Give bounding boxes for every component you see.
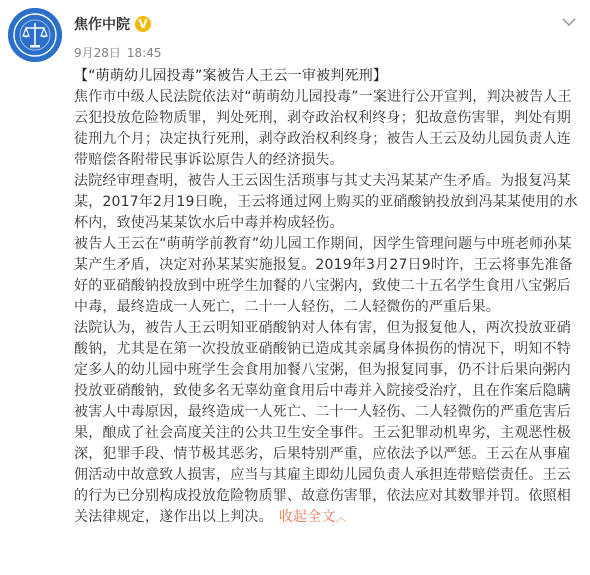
post-content [74,66,580,528]
collapse-full-text-link[interactable] [279,509,347,525]
collapse-caret-icon: ︿ [335,511,347,524]
post-paragraph: 法院经审理查明，被告人王云因生活琐事与其丈夫冯某某产生矛盾。为报复冯某某，2017年2月19日晚，王云将通过网上购买的亚硝酸钠投放到冯某某使用的水杯内，致使冯某某饮水后中毒并构成轻伤。 [74,173,578,231]
post-paragraph: 被告人王云在“萌萌学前教育”幼儿园工作期间，因学生管理问题与中班老师孙某某产生矛盾，决定对孙某某实施报复。2019年3月27日9时许，王云将事先准备好的亚硝酸钠投放到中班学生加餐的八宝粥内，致使二十五名学生食用八宝粥后中毒，最终造成一人死亡，二十一人轻伤，二人轻微伤的严重后果。 [74,236,573,315]
author-row [74,14,151,34]
post-paragraph: 焦作市中级人民法院依法对“萌萌幼儿园投毒”一案进行公开宣判，判决被告人王云犯投放危险物质罪，判处死刑，剥夺政治权利终身；犯故意伤害罪，判处有期徒刑九个月；决定执行死刑，剥夺政治权利终身；被告人王云及幼儿园负责人连带赔偿各附带民事诉讼原告人的经济损失。 [74,89,572,168]
username[interactable]: 焦作中院 [74,17,130,33]
chevron-down-icon[interactable] [560,14,578,32]
court-emblem-icon [8,8,62,62]
verified-badge-icon: V [135,16,151,32]
collapse-label: 收起全文 [278,509,336,525]
post-paragraph-last [74,318,580,528]
post-meta [74,44,162,61]
avatar[interactable] [8,8,62,62]
post-date[interactable]: 9月28日 [74,46,121,60]
post-paragraph-text: 法院认为，被告人王云明知亚硝酸钠对人体有害，但为报复他人，两次投放亚硝酸钠，尤其是在第一次投放亚硝酸钠已造成其亲属身体损伤的情况下，明知不特定多人的幼儿园中班学生会食用加餐八宝粥，但为报复同事，仍不计后果向粥内投放亚硝酸钠，致使多名无辜幼童食用后中毒并入院接受治疗，且在作案后隐瞒被害人中毒原因，最终造成一人死亡、二十一人轻伤、二人轻微伤的严重危害后果，酿成了社会高度关注的公共卫生安全事件。王云犯罪动机卑劣，主观恶性极深，犯罪手段、情节极其恶劣，后果特别严重，应依法予以严惩。王云在从事雇佣活动中故意致人损害，应当与其雇主即幼儿园负责人承担连带赔偿责任。王云的行为已分别构成投放危险物质罪、故意伤害罪，依法应对其数罪并罚。依照相关法律规定，遂作出以上判决。 [74,320,571,525]
post-headline: 【“萌萌幼儿园投毒”案被告人王云一审被判死刑】 [74,68,388,84]
post-header [0,0,590,64]
post-time[interactable]: 18:45 [126,46,162,60]
